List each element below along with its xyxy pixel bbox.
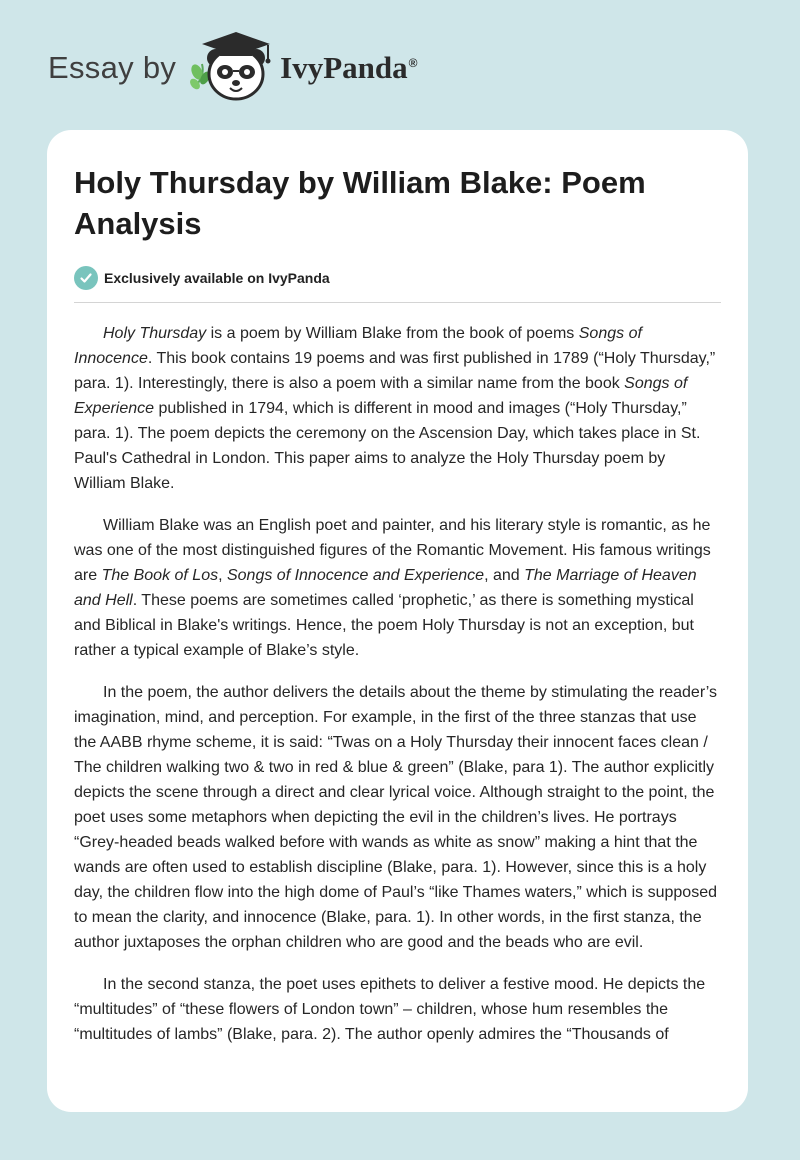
italic-title-run: Songs of Innocence [74,325,642,367]
essay-card [47,130,748,1112]
check-icon [74,266,98,290]
paragraph [74,513,721,663]
paragraph [74,680,721,955]
badge-label: Exclusively available on IvyPanda [104,270,330,286]
italic-title-run: Songs of Innocence and Experience [226,567,485,584]
text-run: , and [484,567,525,584]
panda-mascot-icon [182,28,278,102]
italic-title-run: Songs of Experience [74,375,688,417]
brand-prefix: Essay by [48,50,177,85]
text-run: In the poem, the author delivers the details about the theme by stimulating the reader’s imagination, mind, and perception. For example, in the first of the three stanzas that use the AABB rhyme scheme, it is said: “Twas on a Holy Thursday their innocent faces clean / The children walking two & two in red & blue & green” (Blake, para 1). The author explicitly depicts the scene through a direct and clear lyrical voice. Although straight to the point, the poet uses some metaphors when depicting the evil in the children’s lives. He portrays “Grey-headed beads walked before with wands as white as snow” making a hint that the wands are often used to establish discipline (Blake, para. 1). However, since this is a holy day, the children flow into the high dome of Paul’s “like Thames waters,” which is supposed to mean the clarity, and innocence (Blake, para. 1). In other words, in the first stanza, the author juxtaposes the orphan children who are good and the beads who are evil. [74,684,717,951]
paragraph [74,972,721,1047]
essay-title: Holy Thursday by William Blake: Poem Analysis [74,165,646,241]
italic-title-run: The Marriage of Heaven and Hell [74,567,697,609]
italic-title-run: Holy Thursday [103,325,207,342]
exclusive-badge [74,266,721,290]
text-run: is a poem by William Blake from the book of poems [206,325,579,342]
brand-name: IvyPanda® [280,50,418,85]
text-run: In the second stanza, the poet uses epithets to deliver a festive mood. He depicts the “multitudes” of “these flowers of London town” – children, whose hum resembles the “multitudes of lambs” (Blake, para. 2). The author openly admires the “Thousands of [74,976,706,1043]
italic-title-run: The Book of Los [101,567,219,584]
divider [74,302,721,303]
paragraph [74,321,721,496]
text-run: William Blake was an English poet and painter, and his literary style is romantic, as he was one of the most distinguished figures of the Romantic Movement. His famous writings are [74,517,711,584]
text-run: published in 1794, which is different in mood and images (“Holy Thursday,” para. 1). The poem depicts the ceremony on the Ascension Day, which takes place in St. Paul's Cathedral in London. This paper aims to analyze the Holy Thursday poem by William Blake. [74,400,701,492]
ivypanda-header-logo[interactable] [48,34,418,102]
text-run: , [218,567,227,584]
text-run: . These poems are sometimes called ‘prophetic,’ as there is something mystical and Biblical in Blake's writings. Hence, the poem Holy Thursday is not an exception, but rather a typical example of Blake’s style. [74,592,694,659]
text-run: . This book contains 19 poems and was first published in 1789 (“Holy Thursday,” para. 1). Interestingly, there is also a poem with a similar name from the book [74,350,716,392]
essay-body [74,321,721,1047]
